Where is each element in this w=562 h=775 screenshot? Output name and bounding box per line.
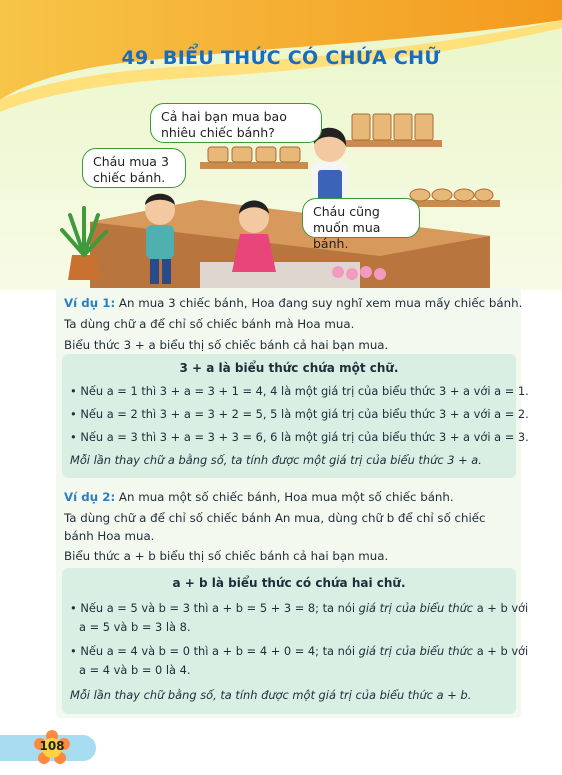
shop-illustration	[0, 0, 562, 290]
box1-note: Mỗi lần thay chữ a bằng số, ta tính được một giá trị của biểu thức 3 + a.	[70, 453, 482, 467]
example1-line3: Biểu thức 3 + a biểu thị số chiếc bánh cả hai bạn mua.	[64, 338, 389, 352]
box1-bullet-3: • Nếu a = 3 thì 3 + a = 3 + 3 = 6, 6 là một giá trị của biểu thức 3 + a với a = 3.	[70, 430, 529, 444]
speech-bubble-boy: Cháu mua 3 chiếc bánh.	[82, 148, 186, 188]
example2-label: Ví dụ 2:	[64, 490, 116, 504]
speech-bubble-girl: Cháu cũng muốn mua bánh.	[302, 198, 420, 238]
page-number: 108	[39, 739, 65, 753]
example2-line3: bánh Hoa mua.	[64, 529, 155, 543]
box2-bullet-2-cont: a = 4 và b = 0 là 4.	[79, 663, 191, 677]
example2-line1: Ví dụ 2: An mua một số chiếc bánh, Hoa mua một số chiếc bánh.	[64, 490, 454, 504]
box1-heading: 3 + a là biểu thức chứa một chữ.	[179, 361, 399, 375]
example1-label: Ví dụ 1:	[64, 296, 116, 310]
box1-bullet-2: • Nếu a = 2 thì 3 + a = 3 + 2 = 5, 5 là một giá trị của biểu thức 3 + a với a = 2.	[70, 407, 529, 421]
box2-bullet-1: • Nếu a = 5 và b = 3 thì a + b = 5 + 3 = 8; ta nói giá trị của biểu thức a + b với	[70, 601, 529, 615]
box2-bullet-2: • Nếu a = 4 và b = 0 thì a + b = 4 + 0 = 4; ta nói giá trị của biểu thức a + b với	[70, 644, 529, 658]
definition-box-2	[62, 568, 529, 714]
example1-line2: Ta dùng chữ a để chỉ số chiếc bánh mà Hoa mua.	[64, 317, 355, 331]
box2-bullet-1-cont: a = 5 và b = 3 là 8.	[79, 620, 191, 634]
definition-box-1	[62, 354, 529, 478]
speech-bubble-question: Cả hai bạn mua bao nhiêu chiếc bánh?	[150, 103, 322, 143]
page-title: 49. BIỂU THỨC CÓ CHỨA CHỮ	[121, 47, 441, 69]
box2-heading: a + b là biểu thức có chứa hai chữ.	[172, 576, 406, 590]
example1-line1: Ví dụ 1: An mua 3 chiếc bánh, Hoa đang suy nghĩ xem mua mấy chiếc bánh.	[64, 296, 523, 310]
box1-bullet-1: • Nếu a = 1 thì 3 + a = 3 + 1 = 4, 4 là một giá trị của biểu thức 3 + a với a = 1.	[70, 384, 529, 398]
example2-line4: Biểu thức a + b biểu thị số chiếc bánh cả hai bạn mua.	[64, 549, 389, 563]
example2-line2: Ta dùng chữ a để chỉ số chiếc bánh An mua, dùng chữ b để chỉ số chiếc	[64, 511, 486, 525]
box2-note: Mỗi lần thay chữ bằng số, ta tính được một giá trị của biểu thức a + b.	[70, 688, 472, 702]
